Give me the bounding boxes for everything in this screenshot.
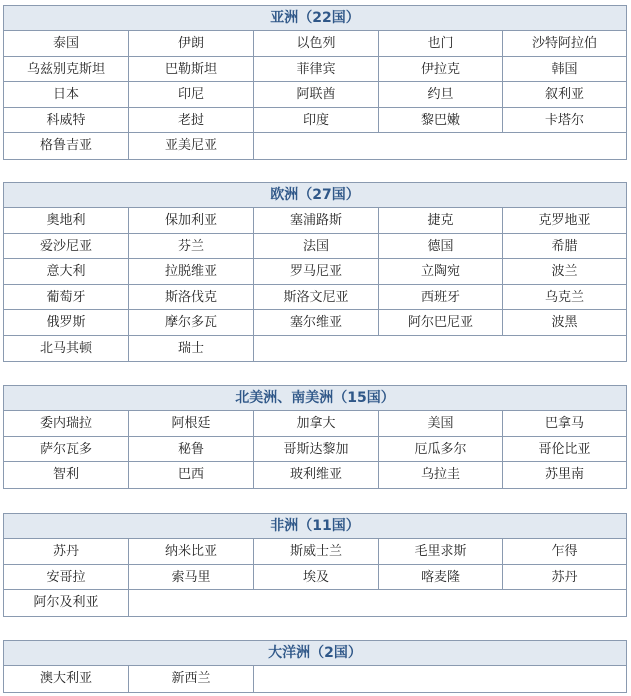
country-cell: 沙特阿拉伯 (503, 31, 626, 57)
country-cell: 亚美尼亚 (129, 133, 254, 159)
country-cell: 巴西 (129, 462, 254, 488)
country-cell: 希腊 (503, 234, 626, 260)
country-cell: 塞尔维亚 (254, 310, 379, 336)
empty-cell (254, 590, 379, 616)
country-cell: 伊朗 (129, 31, 254, 57)
country-cell: 安哥拉 (4, 565, 129, 591)
country-cell: 奥地利 (4, 208, 129, 234)
country-cell: 科威特 (4, 108, 129, 134)
country-cell: 老挝 (129, 108, 254, 134)
country-cell: 毛里求斯 (379, 539, 503, 565)
country-cell: 俄罗斯 (4, 310, 129, 336)
empty-cell (503, 590, 626, 616)
country-cell: 菲律宾 (254, 57, 379, 83)
country-cell: 印度 (254, 108, 379, 134)
region-table-2 (3, 385, 627, 489)
country-cell: 委内瑞拉 (4, 411, 129, 437)
country-cell: 索马里 (129, 565, 254, 591)
country-grid (4, 539, 626, 616)
country-cell: 阿尔巴尼亚 (379, 310, 503, 336)
country-cell: 印尼 (129, 82, 254, 108)
empty-cell (254, 133, 379, 159)
country-cell: 约旦 (379, 82, 503, 108)
country-cell: 乌兹别克斯坦 (4, 57, 129, 83)
country-cell: 卡塔尔 (503, 108, 626, 134)
country-cell: 阿根廷 (129, 411, 254, 437)
empty-cell (503, 336, 626, 362)
country-cell: 芬兰 (129, 234, 254, 260)
country-cell: 克罗地亚 (503, 208, 626, 234)
country-cell: 摩尔多瓦 (129, 310, 254, 336)
country-cell: 塞浦路斯 (254, 208, 379, 234)
country-cell: 波黑 (503, 310, 626, 336)
country-cell: 厄瓜多尔 (379, 437, 503, 463)
empty-cell (379, 133, 503, 159)
region-table-0 (3, 5, 627, 160)
country-grid (4, 666, 626, 692)
country-cell: 立陶宛 (379, 259, 503, 285)
country-cell: 喀麦隆 (379, 565, 503, 591)
country-cell: 斯洛伐克 (129, 285, 254, 311)
country-cell: 哥伦比亚 (503, 437, 626, 463)
empty-cell (503, 666, 626, 692)
region-title: 北美洲、南美洲（15国） (4, 386, 626, 411)
country-cell: 葡萄牙 (4, 285, 129, 311)
country-cell: 意大利 (4, 259, 129, 285)
country-cell: 乍得 (503, 539, 626, 565)
country-cell: 阿联酋 (254, 82, 379, 108)
country-cell: 保加利亚 (129, 208, 254, 234)
country-cell: 斯洛文尼亚 (254, 285, 379, 311)
country-cell: 秘鲁 (129, 437, 254, 463)
country-cell: 法国 (254, 234, 379, 260)
empty-cell (379, 590, 503, 616)
empty-cell (379, 336, 503, 362)
region-table-4 (3, 640, 627, 693)
country-cell: 爱沙尼亚 (4, 234, 129, 260)
country-cell: 格鲁吉亚 (4, 133, 129, 159)
country-cell: 乌克兰 (503, 285, 626, 311)
region-title: 欧洲（27国） (4, 183, 626, 208)
region-table-1 (3, 182, 627, 362)
country-grid (4, 411, 626, 488)
country-cell: 阿尔及利亚 (4, 590, 129, 616)
country-cell: 纳米比亚 (129, 539, 254, 565)
country-cell: 乌拉圭 (379, 462, 503, 488)
country-cell: 哥斯达黎加 (254, 437, 379, 463)
empty-cell (129, 590, 254, 616)
country-cell: 叙利亚 (503, 82, 626, 108)
country-cell: 巴勒斯坦 (129, 57, 254, 83)
country-cell: 苏里南 (544, 467, 584, 482)
region-table-3 (3, 513, 627, 617)
country-cell: 智利 (4, 462, 129, 488)
country-cell: 捷克 (379, 208, 503, 234)
country-cell: 加拿大 (254, 411, 379, 437)
country-cell: 瑞士 (129, 336, 254, 362)
country-cell: 新西兰 (129, 666, 254, 692)
country-cell: 伊拉克 (379, 57, 503, 83)
region-title: 亚洲（22国） (4, 6, 626, 31)
country-cell: 北马其顿 (4, 336, 129, 362)
country-cell: 玻利维亚 (254, 462, 379, 488)
country-cell: 波兰 (503, 259, 626, 285)
empty-cell (254, 336, 379, 362)
country-grid (4, 31, 626, 159)
country-cell: 萨尔瓦多 (4, 437, 129, 463)
country-cell: 韩国 (503, 57, 626, 83)
country-cell: 苏丹 (503, 565, 626, 591)
empty-cell (254, 666, 379, 692)
country-cell: 埃及 (254, 565, 379, 591)
country-cell: 黎巴嫩 (379, 108, 503, 134)
country-cell: 德国 (379, 234, 503, 260)
country-cell: 以色列 (254, 31, 379, 57)
country-cell: 也门 (379, 31, 503, 57)
empty-cell (503, 133, 626, 159)
region-title: 非洲（11国） (4, 514, 626, 539)
country-cell: 罗马尼亚 (254, 259, 379, 285)
country-cell: 西班牙 (379, 285, 503, 311)
country-cell: 斯威士兰 (254, 539, 379, 565)
country-cell: 日本 (4, 82, 129, 108)
country-cell: 拉脱维亚 (129, 259, 254, 285)
country-cell: 苏丹 (4, 539, 129, 565)
country-grid (4, 208, 626, 361)
country-cell: 澳大利亚 (4, 666, 129, 692)
country-cell: 美国 (379, 411, 503, 437)
country-cell: 泰国 (4, 31, 129, 57)
country-cell: 巴拿马 (503, 411, 626, 437)
region-title: 大洋洲（2国） (4, 641, 626, 666)
empty-cell (379, 666, 503, 692)
